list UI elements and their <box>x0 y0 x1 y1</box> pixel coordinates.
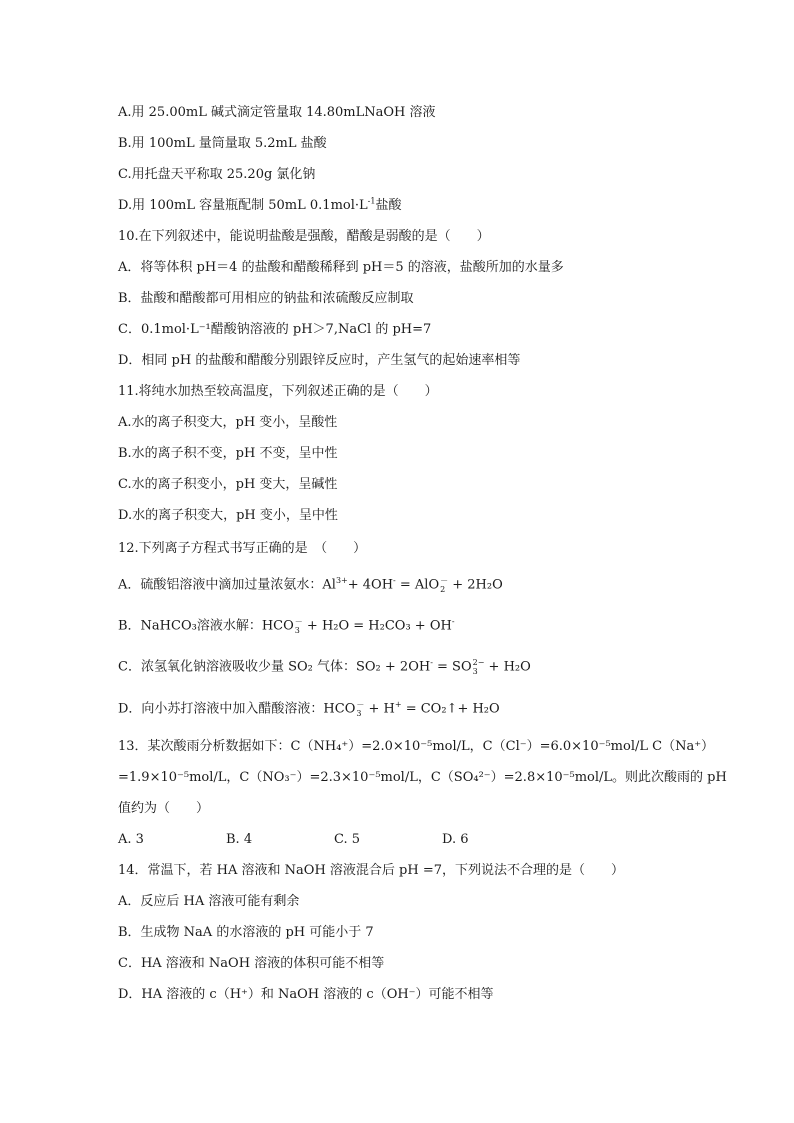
q13-option-a: A. 3 <box>118 832 144 847</box>
q11-option-c: C.水的离子积变小，pH 变大，呈碱性 <box>118 477 338 492</box>
q10-option-c: C．0.1mol·L⁻¹醋酸钠溶液的 pH＞7,NaCl 的 pH=7 <box>118 322 432 337</box>
q9-option-b: B.用 100mL 量筒量取 5.2mL 盐酸 <box>118 136 327 151</box>
q12-option-a: A．硫酸铝溶液中滴加过量浓氨水：$Al^{3+}+ 4OH^-$ = AlO － 2 + 2H₂O <box>118 576 503 594</box>
q14-option-a: A．反应后 HA 溶液可能有剩余 <box>118 894 300 909</box>
q13-line-2: =1.9×10⁻⁵mol/L，C（NO₃⁻）=2.3×10⁻⁵mol/L，C（SO₄²⁻）=2.8×10⁻⁵mol/L。则此次酸雨的 pH <box>118 770 727 785</box>
q12-option-c: C．浓氢氧化钠溶液吸收少量 SO₂ 气体：SO₂ + 2OH- = SO 2− 3 + H₂O <box>118 658 531 676</box>
q10-option-d: D．相同 pH 的盐酸和醋酸分别跟锌反应时，产生氢气的起始速率相等 <box>118 353 521 368</box>
q14-option-c: C．HA 溶液和 NaOH 溶液的体积可能不相等 <box>118 956 385 971</box>
q13-option-c: C. 5 <box>334 832 361 847</box>
q14-stem: 14．常温下，若 HA 溶液和 NaOH 溶液混合后 pH =7，下列说法不合理的是（ ） <box>118 863 625 878</box>
q10-stem: 10.在下列叙述中，能说明盐酸是强酸，醋酸是弱酸的是（ ） <box>118 229 490 244</box>
q9-option-d: D.用 100mL 容量瓶配制 50mL $0.1mol\cdot L^{-1}$盐酸 <box>118 196 402 213</box>
q11-option-b: B.水的离子积不变，pH 不变，呈中性 <box>118 446 338 461</box>
q9-option-a: A.用 25.00mL 碱式滴定管量取 14.80mLNaOH 溶液 <box>118 105 436 120</box>
q12-stem: 12.下列离子方程式书写正确的是 （ ） <box>118 541 367 556</box>
q13-line-3: 值约为（ ） <box>118 801 210 816</box>
q14-option-b: B．生成物 NaA 的水溶液的 pH 可能小于 7 <box>118 925 374 940</box>
q10-option-a: A．将等体积 pH＝4 的盐酸和醋酸稀释到 pH＝5 的溶液，盐酸所加的水量多 <box>118 260 564 275</box>
q10-option-b: B．盐酸和醋酸都可用相应的钠盐和浓硫酸反应制取 <box>118 291 414 306</box>
q13-option-b: B. 4 <box>226 832 253 847</box>
q13-options <box>118 831 550 849</box>
q9-option-c: C.用托盘天平称取 25.20g 氯化钠 <box>118 167 316 182</box>
q11-stem: 11.将纯水加热至较高温度，下列叙述正确的是（ ） <box>118 384 438 399</box>
q11-option-a: A.水的离子积变大，pH 变小，呈酸性 <box>118 415 338 430</box>
q13-line-1: 13．某次酸雨分析数据如下：C（NH₄⁺）=2.0×10⁻⁵mol/L，C（Cl⁻）=6.0×10⁻⁵mol/L C（Na⁺） <box>118 739 715 754</box>
q11-option-d: D.水的离子积变大，pH 变小，呈中性 <box>118 508 338 523</box>
q14-option-d: D．HA 溶液的 c（H⁺）和 NaOH 溶液的 c（OH⁻）可能不相等 <box>118 987 494 1002</box>
q12-option-b: B．NaHCO₃溶液水解：HCO － 3 + H₂O = H₂CO₃ + OH- <box>118 617 455 635</box>
q13-option-d: D. 6 <box>442 832 469 847</box>
q12-option-d: D．向小苏打溶液中加入醋酸溶液：HCO － 3 + H+ = CO₂↑+ H₂O <box>118 700 500 718</box>
